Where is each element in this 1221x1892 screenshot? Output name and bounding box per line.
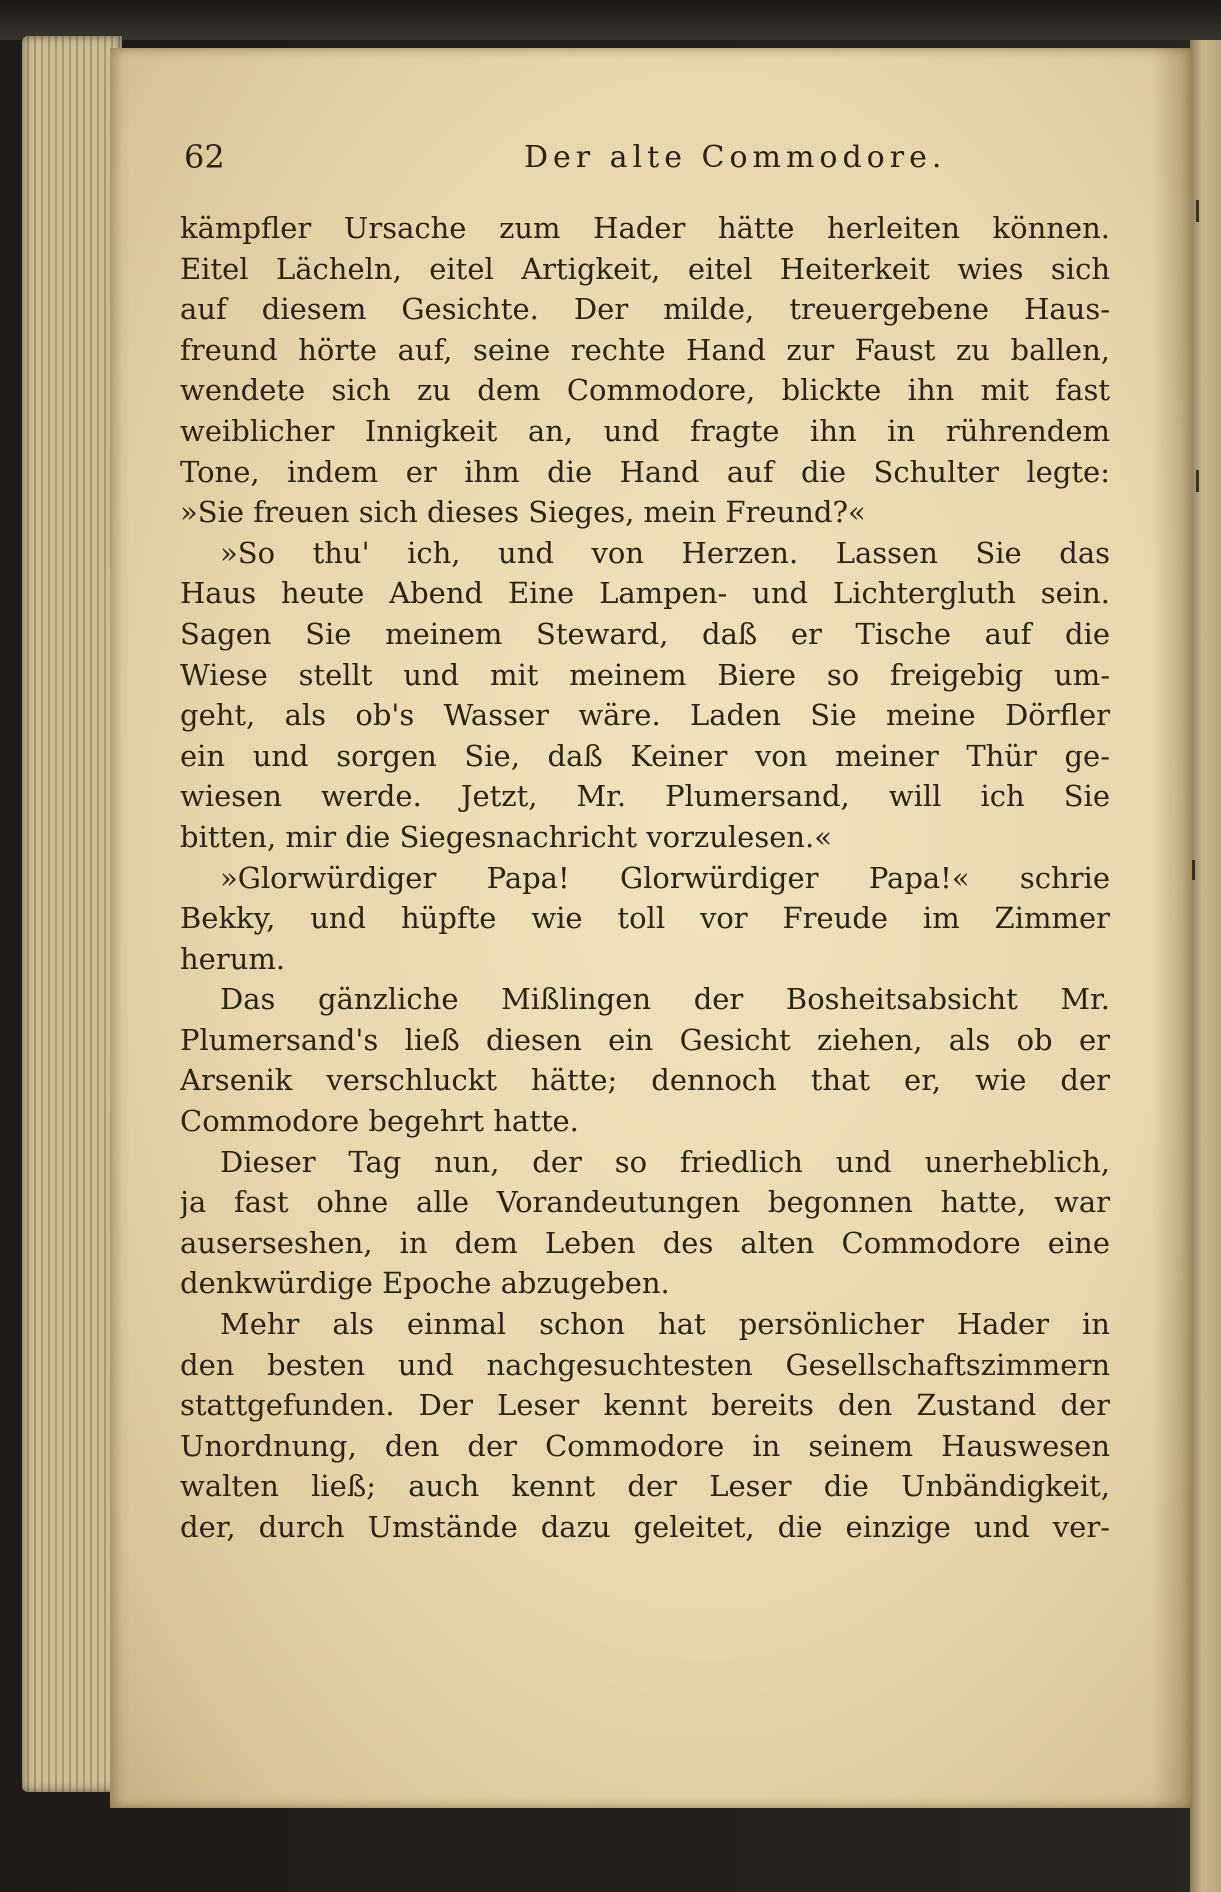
text-line: Bekky, und hüpfte wie toll vor Freude im Zimmer (180, 901, 1110, 936)
text-line: ein und sorgen Sie, daß Keiner von meiner Thür ge- (180, 738, 1110, 773)
edge-mark (1196, 470, 1199, 492)
text-line: »So thu' ich, und von Herzen. Lassen Sie das (220, 535, 1110, 570)
text-line: Plumersand's ließ diesen ein Gesicht ziehen, als ob er (180, 1022, 1110, 1057)
text-line: Haus heute Abend Eine Lampen- und Lichtergluth sein. (180, 576, 1110, 611)
text-line: wendete sich zu dem Commodore, blickte ihn mit fast (180, 373, 1110, 408)
running-title: Der alte Commodore. (524, 140, 947, 175)
text-line: Das gänzliche Mißlingen der Bosheitsabsicht Mr. (220, 982, 1110, 1017)
text-line: den besten und nachgesuchtesten Gesellschaftszimmern (180, 1347, 1110, 1382)
text-line: Eitel Lächeln, eitel Artigkeit, eitel Heiterkeit wies sich (180, 251, 1110, 286)
page-edges (22, 36, 122, 1792)
body-text (180, 208, 1110, 1548)
text-line: weiblicher Innigkeit an, und fragte ihn in rührendem (180, 413, 1110, 448)
text-line: geht, als ob's Wasser wäre. Laden Sie meine Dörfler (180, 698, 1110, 733)
text-line: Mehr als einmal schon hat persönlicher Hader in (220, 1307, 1110, 1342)
edge-mark (1196, 200, 1199, 222)
book-top-edge (0, 0, 1221, 40)
text-line: »Glorwürdiger Papa! Glorwürdiger Papa!« schrie (220, 860, 1110, 895)
page-number: 62 (184, 138, 225, 176)
text-line: denkwürdige Epoche abzugeben. (180, 1266, 670, 1301)
text-line: ja fast ohne alle Vorandeutungen begonnen hatte, war (180, 1185, 1110, 1220)
text-line: »Sie freuen sich dieses Sieges, mein Freund?« (180, 495, 866, 530)
facing-page-edge (1190, 40, 1221, 1892)
text-line: bitten, mir die Siegesnachricht vorzulesen.« (180, 819, 833, 854)
edge-mark (1192, 860, 1195, 880)
text-line: Tone, indem er ihm die Hand auf die Schulter legte: (180, 454, 1110, 489)
text-line: herum. (180, 941, 286, 976)
text-line: walten ließ; auch kennt der Leser die Unbändigkeit, (180, 1469, 1110, 1504)
text-line: kämpfler Ursache zum Hader hätte herleiten können. (180, 211, 1110, 245)
text-line: Wiese stellt und mit meinem Biere so freigebig um- (180, 657, 1110, 692)
spine-shadow (1152, 48, 1192, 1808)
text-line: stattgefunden. Der Leser kennt bereits den Zustand der (180, 1388, 1110, 1423)
text-line: freund hörte auf, seine rechte Hand zur Faust zu ballen, (180, 332, 1110, 367)
text-line: Dieser Tag nun, der so friedlich und unerheblich, (220, 1144, 1110, 1179)
text-line: der, durch Umstände dazu geleitet, die einzige und ver- (180, 1510, 1110, 1544)
text-line: Commodore begehrt hatte. (180, 1104, 579, 1139)
text-line: auserseshen, in dem Leben des alten Commodore eine (180, 1225, 1110, 1260)
text-line: Unordnung, den der Commodore in seinem Hauswesen (180, 1428, 1110, 1463)
text-line: Arsenik verschluckt hätte; dennoch that er, wie der (180, 1063, 1110, 1098)
page-header (184, 138, 1144, 184)
text-line: auf diesem Gesichte. Der milde, treuergebene Haus- (180, 292, 1110, 327)
text-line: wiesen werde. Jetzt, Mr. Plumersand, will ich Sie (180, 779, 1110, 814)
text-line: Sagen Sie meinem Steward, daß er Tische auf die (180, 616, 1110, 651)
